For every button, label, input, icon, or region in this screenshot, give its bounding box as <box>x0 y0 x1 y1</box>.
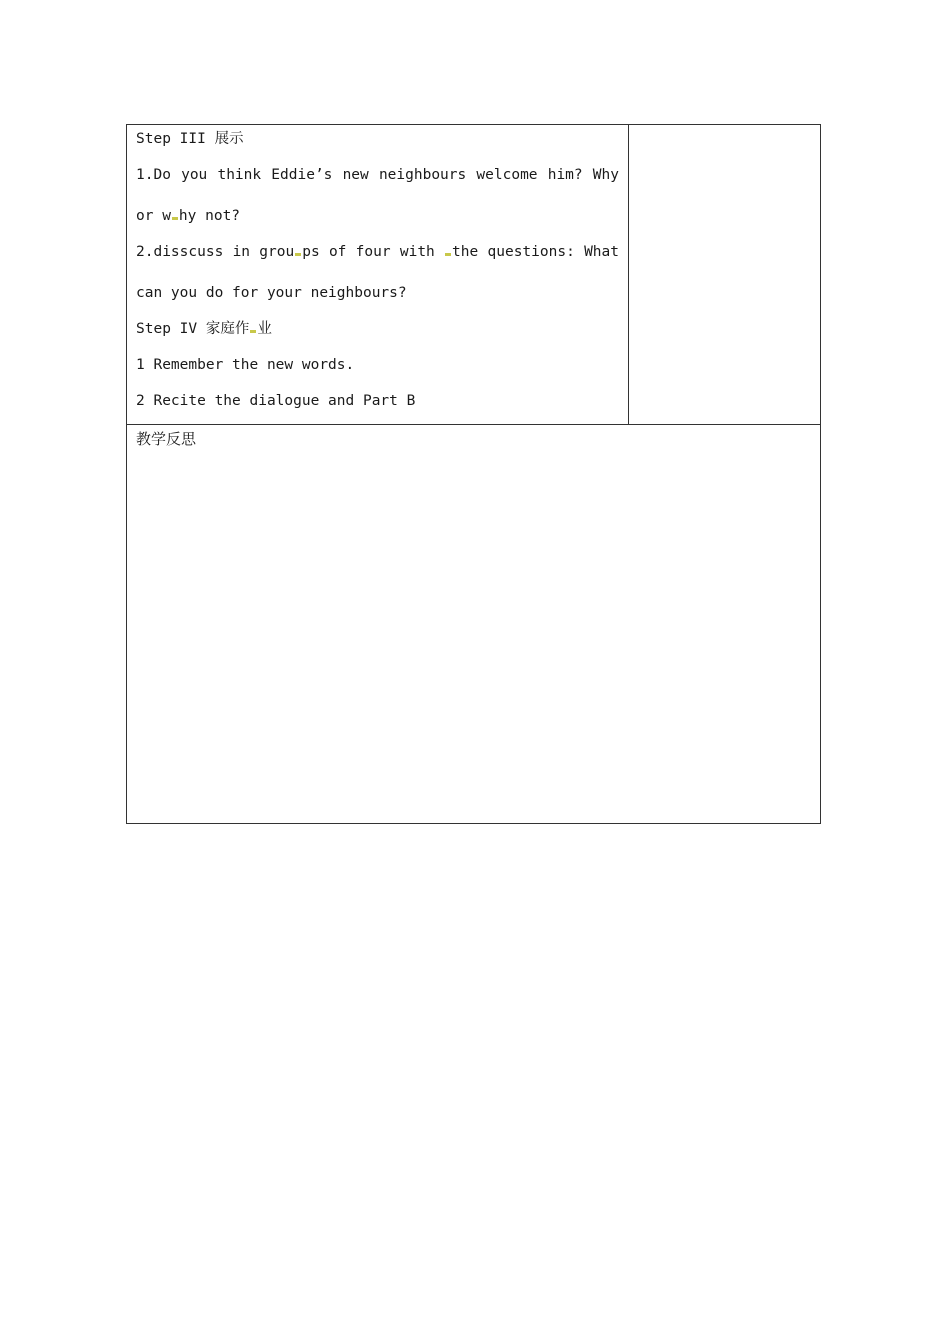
highlight-mark <box>295 253 301 256</box>
homework-item-1: 1 Remember the new words. <box>136 357 355 373</box>
reflection-title: 教学反思 <box>136 430 197 448</box>
step4-text-a: Step IV 家庭作 <box>136 321 250 337</box>
highlight-mark <box>250 330 256 333</box>
homework-item-2: 2 Recite the dialogue and Part B <box>136 393 416 409</box>
highlight-mark <box>445 253 451 256</box>
lesson-content-cell <box>127 125 629 425</box>
reflection-cell <box>127 425 821 824</box>
notes-cell <box>629 125 821 425</box>
question-1-line-2 <box>136 206 619 226</box>
question-1-line-1: 1.Do you think Eddie’s new neighbours welcome him? Why <box>136 167 619 183</box>
step4-heading <box>136 319 619 339</box>
lesson-plan-table <box>126 124 821 824</box>
question-1-text-a: or w <box>136 208 171 224</box>
highlight-mark <box>172 217 178 220</box>
question-2-text-b: ps of four with <box>302 244 445 260</box>
step3-heading: Step III 展示 <box>136 131 244 147</box>
question-2-line-2: can you do for your neighbours? <box>136 285 407 301</box>
question-1-text-b: hy not? <box>178 208 241 224</box>
table-row <box>127 125 821 425</box>
question-2-text-c: the questions: What <box>452 244 619 260</box>
question-2-line-1 <box>136 242 619 262</box>
step4-text-b: 业 <box>257 321 272 337</box>
question-2-text-a: 2.disscuss in grou <box>136 244 295 260</box>
table-row <box>127 425 821 824</box>
